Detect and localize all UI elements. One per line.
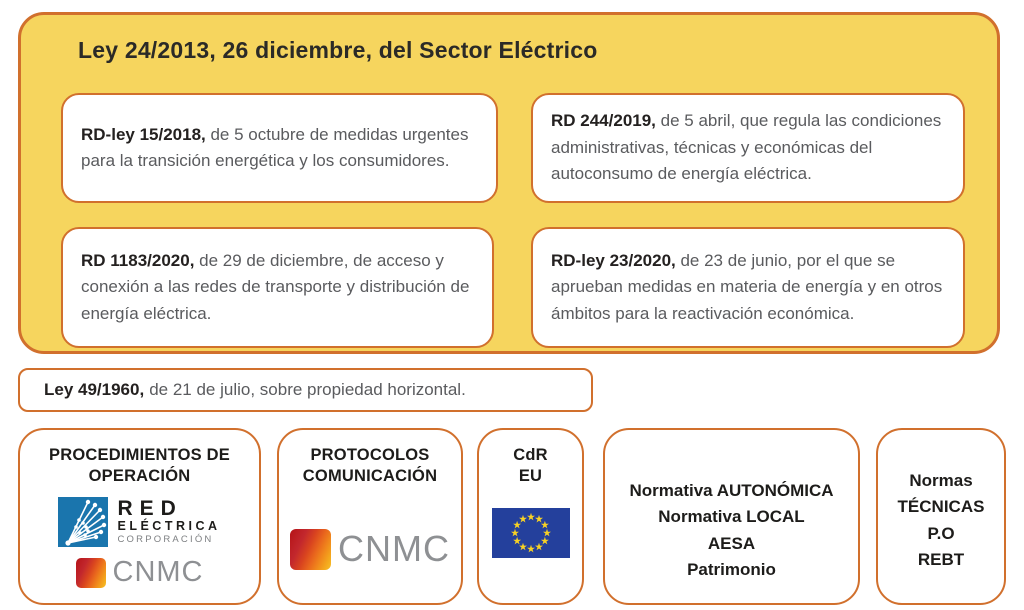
card-protocolos-comunicacion bbox=[277, 428, 463, 605]
ree-line-corporacion: CORPORACIÓN bbox=[117, 534, 214, 546]
normas-line: TÉCNICAS bbox=[897, 497, 985, 517]
law-description: de 21 de julio, sobre propiedad horizontal. bbox=[149, 380, 466, 399]
eu-flag bbox=[479, 508, 582, 558]
card-title: PROTOCOLOS COMUNICACIÓN bbox=[302, 446, 438, 485]
law-name: RD 1183/2020, bbox=[81, 250, 195, 270]
cnmc-wordmark: CNMC bbox=[112, 556, 204, 589]
law-name: RD 244/2019, bbox=[551, 111, 656, 131]
law-card-rd-ley-23-2020 bbox=[531, 227, 965, 348]
eu-line: EU bbox=[518, 466, 543, 485]
ley-24-2013-panel bbox=[18, 12, 1000, 354]
cnmc-color-square-icon bbox=[290, 529, 331, 570]
panel-title: Ley 24/2013, 26 diciembre, del Sector Eléctrico bbox=[78, 37, 598, 63]
card-cdr-eu bbox=[477, 428, 584, 605]
red-electrica-wordmark bbox=[117, 498, 220, 547]
law-description: de 5 octubre de medidas urgentes para la transición energética y los consumidores. bbox=[81, 124, 469, 170]
normativa-line: AESA bbox=[707, 533, 756, 553]
cnmc-wordmark: CNMC bbox=[338, 528, 450, 570]
normas-line: Normas bbox=[909, 471, 973, 490]
law-name: Ley 49/1960, bbox=[44, 380, 145, 399]
normativa-line: Normativa LOCAL bbox=[658, 507, 805, 527]
eu-flag-icon bbox=[492, 508, 570, 558]
law-description: de 29 de diciembre, de acceso y conexión a las redes de transporte y distribución de energía eléctrica. bbox=[81, 250, 470, 323]
ley-49-1960-bar bbox=[18, 368, 593, 412]
normativa-lines bbox=[605, 478, 858, 583]
normativa-line: Patrimonio bbox=[687, 560, 776, 580]
card-title: PROCEDIMIENTOS DE OPERACIÓN bbox=[49, 446, 230, 485]
card-normativa bbox=[603, 428, 860, 605]
normativa-line: Normativa AUTONÓMICA bbox=[629, 481, 834, 500]
ree-line-red: RED bbox=[117, 496, 183, 520]
red-electrica-network-icon bbox=[58, 497, 108, 547]
cdr-line: CdR bbox=[513, 446, 548, 464]
law-card-rd-ley-15-2018 bbox=[61, 93, 498, 203]
law-card-text bbox=[551, 108, 945, 187]
law-card-rd-1183-2020 bbox=[61, 227, 494, 348]
normas-line: P.O bbox=[927, 523, 955, 543]
card-procedimientos-operacion bbox=[18, 428, 261, 605]
law-card-text bbox=[81, 248, 474, 327]
normas-lines bbox=[878, 468, 1004, 573]
cnmc-logo bbox=[279, 528, 461, 570]
law-card-rd-244-2019 bbox=[531, 93, 965, 203]
red-electrica-logo bbox=[20, 497, 259, 547]
law-name: RD-ley 15/2018, bbox=[81, 124, 206, 144]
normas-line: REBT bbox=[917, 550, 965, 570]
law-description: de 5 abril, que regula las condiciones administrativas, técnicas y económicas del autoconsumo de energía eléctrica. bbox=[551, 111, 942, 184]
law-card-text bbox=[551, 248, 945, 327]
card-title bbox=[489, 445, 572, 486]
law-name: RD-ley 23/2020, bbox=[551, 250, 676, 270]
law-card-text bbox=[81, 122, 478, 175]
law-description: de 23 de junio, por el que se aprueban medidas en materia de energía y en otros ámbitos para la reactivación económica. bbox=[551, 250, 943, 323]
card-normas-tecnicas bbox=[876, 428, 1006, 605]
cnmc-logo bbox=[20, 556, 259, 589]
ree-line-electrica: ELÉCTRICA bbox=[117, 518, 221, 533]
cnmc-color-square-icon bbox=[76, 558, 106, 588]
